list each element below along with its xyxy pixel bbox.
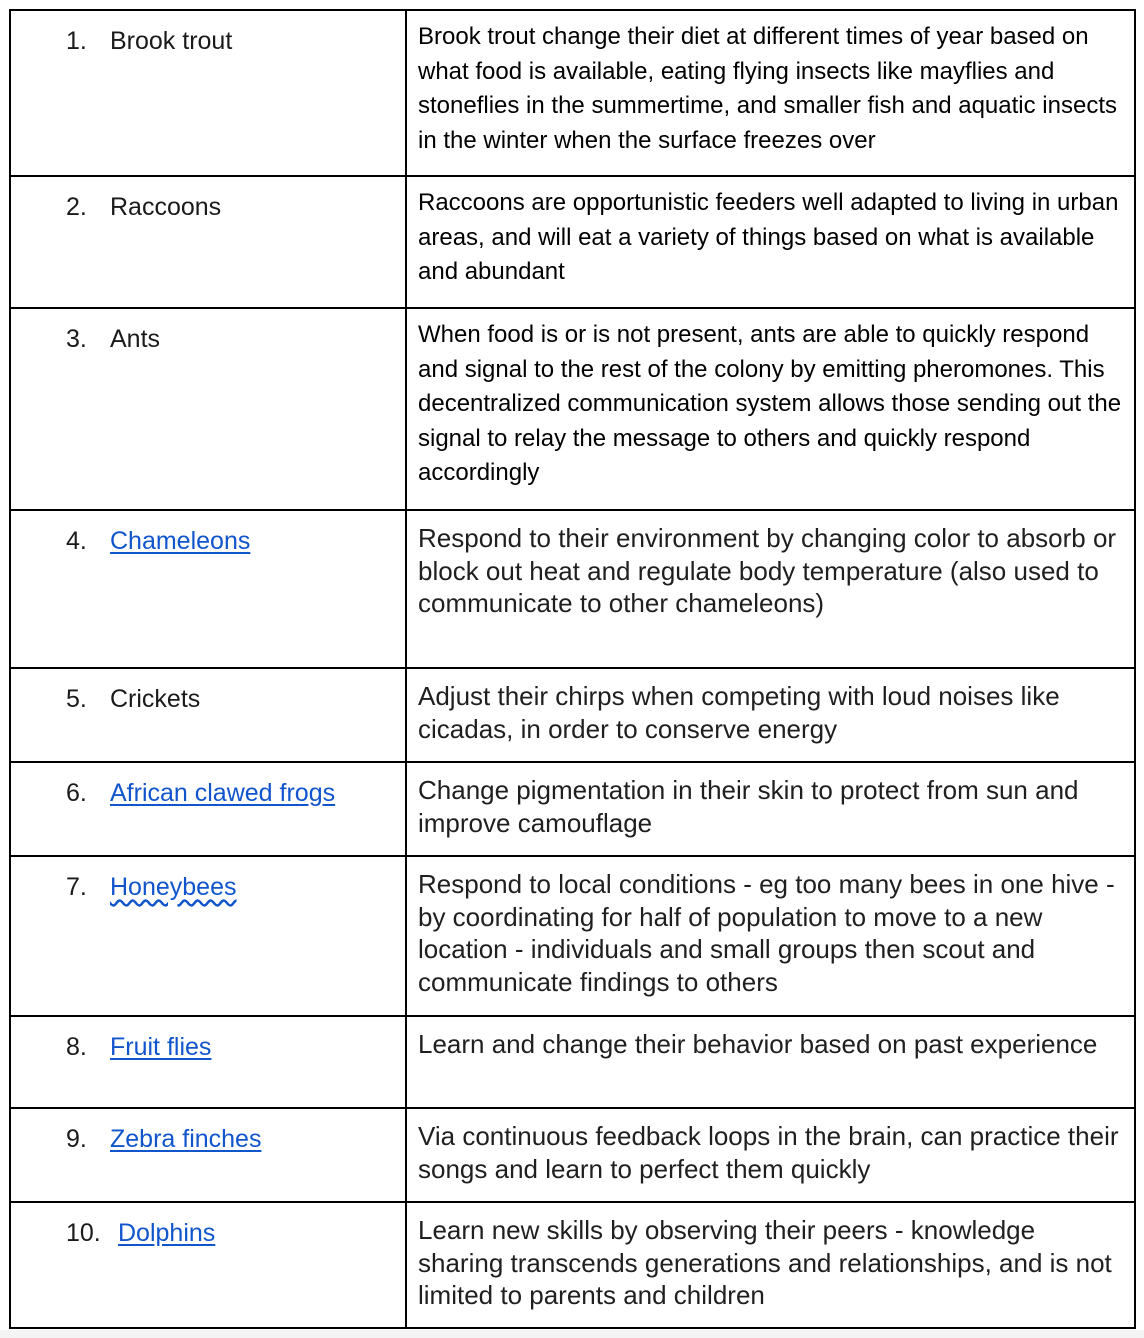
animal-name-cell: [10, 1108, 406, 1202]
animal-name: Raccoons: [110, 193, 222, 221]
animal-link-zebra-finches[interactable]: Zebra finches: [110, 1125, 262, 1153]
list-number: 2.: [66, 193, 87, 221]
description-cell: [406, 762, 1135, 856]
description-cell: [406, 176, 1135, 308]
table-row: [10, 308, 1135, 510]
animal-name-cell: [10, 10, 406, 176]
table-row: [10, 1016, 1135, 1108]
table-row: [10, 762, 1135, 856]
description-cell: [406, 1202, 1135, 1328]
list-number: 10.: [66, 1219, 101, 1247]
animal-name-cell: [10, 856, 406, 1016]
animal-name-cell: [10, 308, 406, 510]
animal-description: Adjust their chirps when competing with loud noises like cicadas, in order to conserve energy: [418, 681, 1060, 744]
animal-description: Raccoons are opportunistic feeders well adapted to living in urban areas, and will eat a variety of things based on what is available and abundant: [418, 189, 1119, 285]
animal-description: Change pigmentation in their skin to protect from sun and improve camouflage: [418, 775, 1079, 838]
animal-link-chameleons[interactable]: Chameleons: [110, 527, 251, 555]
table-row: [10, 176, 1135, 308]
page-bottom-edge: [0, 1330, 1144, 1338]
animal-name: Brook trout: [110, 27, 233, 55]
animal-description: Respond to their environment by changing color to absorb or block out heat and regulate body temperature (also used to communicate to other chameleons): [418, 523, 1117, 618]
animal-description: When food is or is not present, ants are able to quickly respond and signal to the rest of the colony by emitting pheromones. This decentralized communication system allows those sending out the signal to relay the message to others and quickly respond accordingly: [418, 321, 1122, 486]
animal-description: Respond to local conditions - eg too many bees in one hive - by coordinating for half of population to move to a new location - individuals and small groups then scout and communicate findings to others: [418, 869, 1115, 997]
animal-adaptations-table: [9, 9, 1136, 1329]
animal-name-cell: [10, 510, 406, 668]
description-cell: [406, 856, 1135, 1016]
table-row: [10, 510, 1135, 668]
animal-name-cell: [10, 1016, 406, 1108]
animal-name: Crickets: [110, 685, 201, 713]
animal-description: Brook trout change their diet at different times of year based on what food is available, eating flying insects like mayflies and stoneflies in the summertime, and smaller fish and aquatic insects in the winter when the surface freezes over: [418, 23, 1117, 154]
animal-link-fruit-flies[interactable]: Fruit flies: [110, 1033, 212, 1061]
description-cell: [406, 1108, 1135, 1202]
table-row: [10, 1202, 1135, 1328]
animal-link-honeybees[interactable]: Honeybees: [110, 873, 237, 901]
list-number: 9.: [66, 1125, 87, 1153]
table-row: [10, 1108, 1135, 1202]
animal-name-cell: [10, 762, 406, 856]
table-row: [10, 10, 1135, 176]
animal-name-cell: [10, 668, 406, 762]
animal-name-cell: [10, 176, 406, 308]
list-number: 5.: [66, 685, 87, 713]
list-number: 3.: [66, 325, 87, 353]
animal-name-cell: [10, 1202, 406, 1328]
list-number: 4.: [66, 527, 87, 555]
animal-link-dolphins[interactable]: Dolphins: [118, 1219, 216, 1247]
description-cell: [406, 10, 1135, 176]
description-cell: [406, 1016, 1135, 1108]
list-number: 1.: [66, 27, 87, 55]
description-cell: [406, 668, 1135, 762]
table-row: [10, 856, 1135, 1016]
description-cell: [406, 510, 1135, 668]
animal-description: Via continuous feedback loops in the brain, can practice their songs and learn to perfect them quickly: [418, 1121, 1119, 1184]
list-number: 7.: [66, 873, 87, 901]
animal-name: Ants: [110, 325, 161, 353]
animal-link-african-clawed-frogs[interactable]: African clawed frogs: [110, 779, 336, 807]
animal-description: Learn and change their behavior based on past experience: [418, 1029, 1098, 1059]
table-row: [10, 668, 1135, 762]
animal-description: Learn new skills by observing their peers - knowledge sharing transcends generations and relationships, and is not limited to parents and children: [418, 1215, 1112, 1310]
list-number: 8.: [66, 1033, 87, 1061]
description-cell: [406, 308, 1135, 510]
list-number: 6.: [66, 779, 87, 807]
